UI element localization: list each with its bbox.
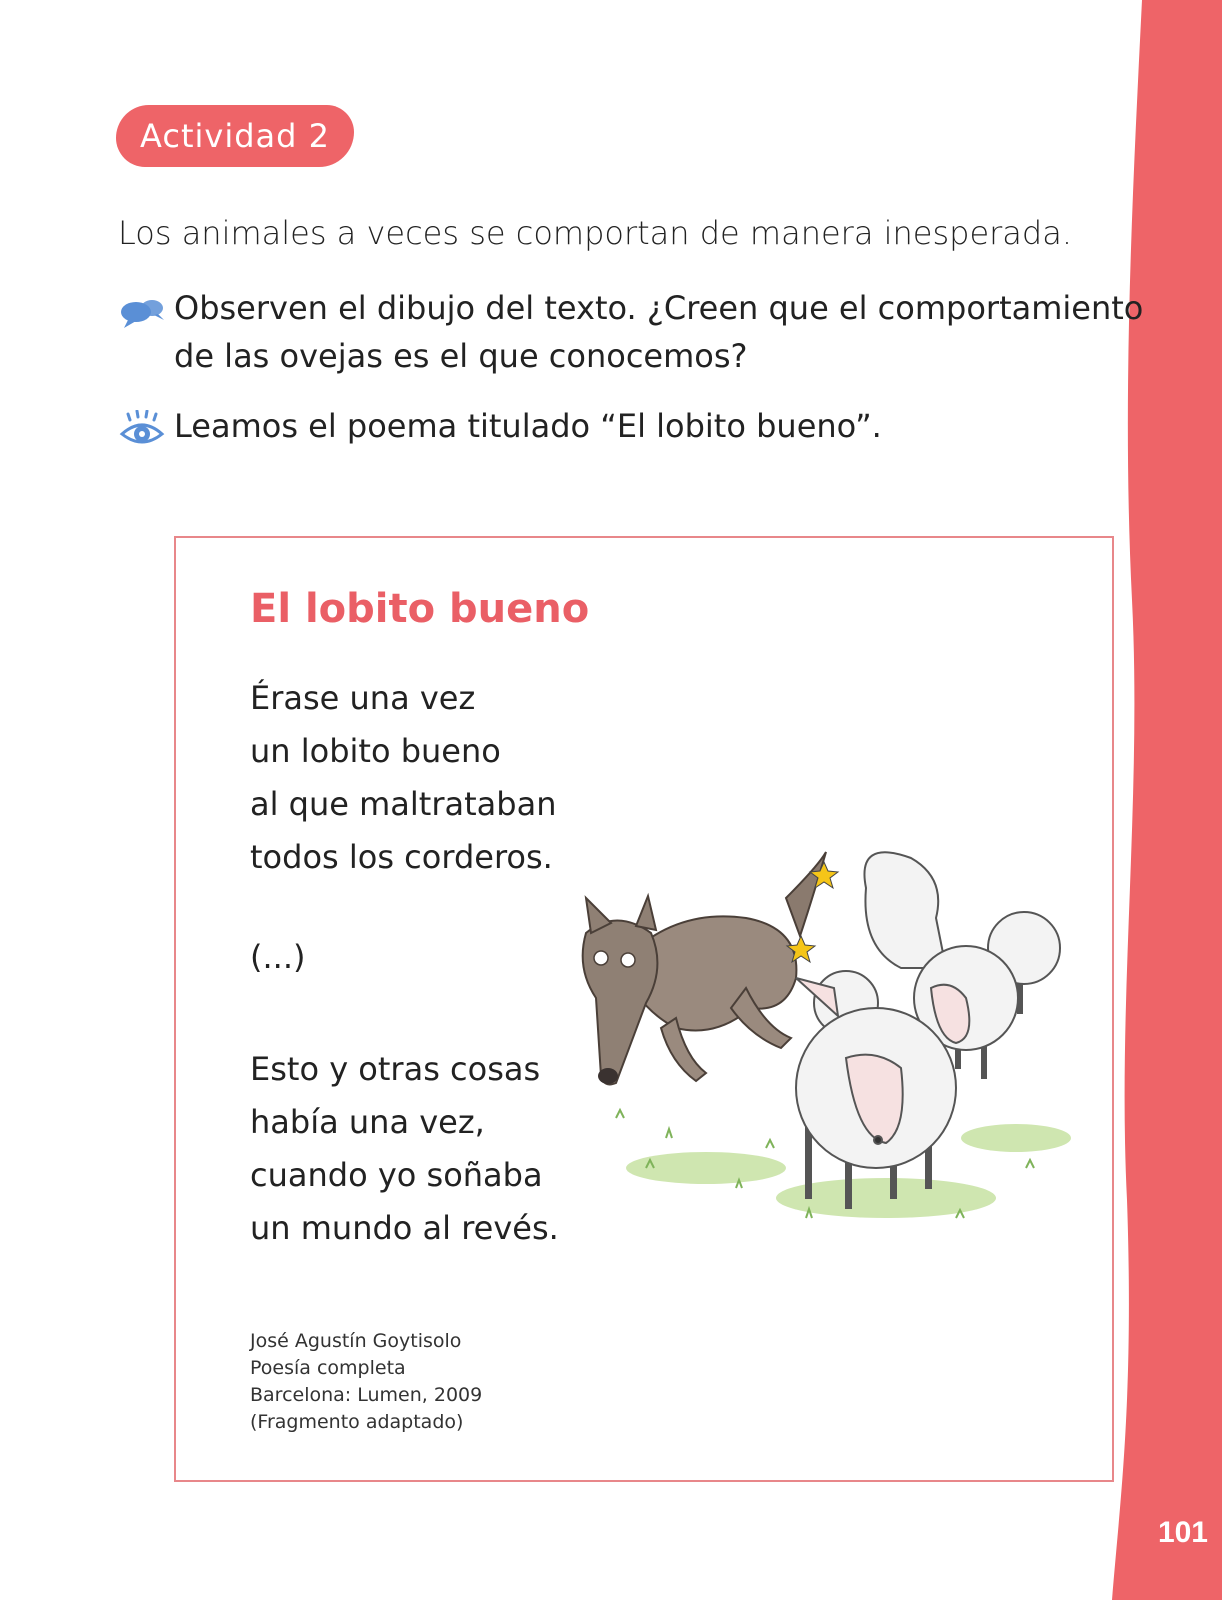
- poem-stanza-2: [250, 1043, 559, 1255]
- eye-icon: [118, 410, 166, 450]
- poem-box: [174, 536, 1114, 1482]
- speech-bubbles-icon: [118, 292, 166, 332]
- citation-author: José Agustín Goytisolo: [250, 1330, 462, 1352]
- instruction-1-line-2: de las ovejas es el que conocemos?: [174, 337, 748, 375]
- instruction-read: [118, 402, 882, 450]
- poem-title: El lobito bueno: [250, 586, 590, 632]
- instruction-2-text: Leamos el poema titulado “El lobito bueno”.: [174, 407, 882, 445]
- page-number: 101: [1157, 1516, 1208, 1549]
- poem-line: un mundo al revés.: [250, 1209, 559, 1247]
- activity-badge: [116, 105, 354, 167]
- poem-line: había una vez,: [250, 1103, 485, 1141]
- sheep-flock: [796, 852, 1060, 1208]
- poem-line: un lobito bueno: [250, 732, 501, 770]
- side-color-band: [1112, 0, 1222, 1600]
- citation-book: Poesía completa: [250, 1357, 406, 1379]
- poem-stanza-1: [250, 672, 556, 884]
- instruction-1-line-1: Observen el dibujo del texto. ¿Creen que el comportamiento: [174, 289, 1144, 327]
- poem-line: todos los corderos.: [250, 838, 553, 876]
- wolf-figure: [583, 852, 826, 1084]
- poem-line: Esto y otras cosas: [250, 1050, 541, 1088]
- wolf-and-sheep-illustration: [556, 838, 1076, 1238]
- activity-label: Actividad 2: [140, 117, 330, 155]
- instruction-observe: [118, 284, 1143, 380]
- intro-text: Los animales a veces se comportan de manera inesperada.: [118, 214, 1072, 252]
- citation-publisher: Barcelona: Lumen, 2009: [250, 1384, 483, 1406]
- poem-line: cuando yo soñaba: [250, 1156, 543, 1194]
- citation-note: (Fragmento adaptado): [250, 1411, 464, 1433]
- poem-citation: [250, 1328, 482, 1436]
- poem-line: al que maltrataban: [250, 785, 557, 823]
- poem-ellipsis: (...): [250, 938, 306, 976]
- poem-line: Érase una vez: [250, 679, 476, 717]
